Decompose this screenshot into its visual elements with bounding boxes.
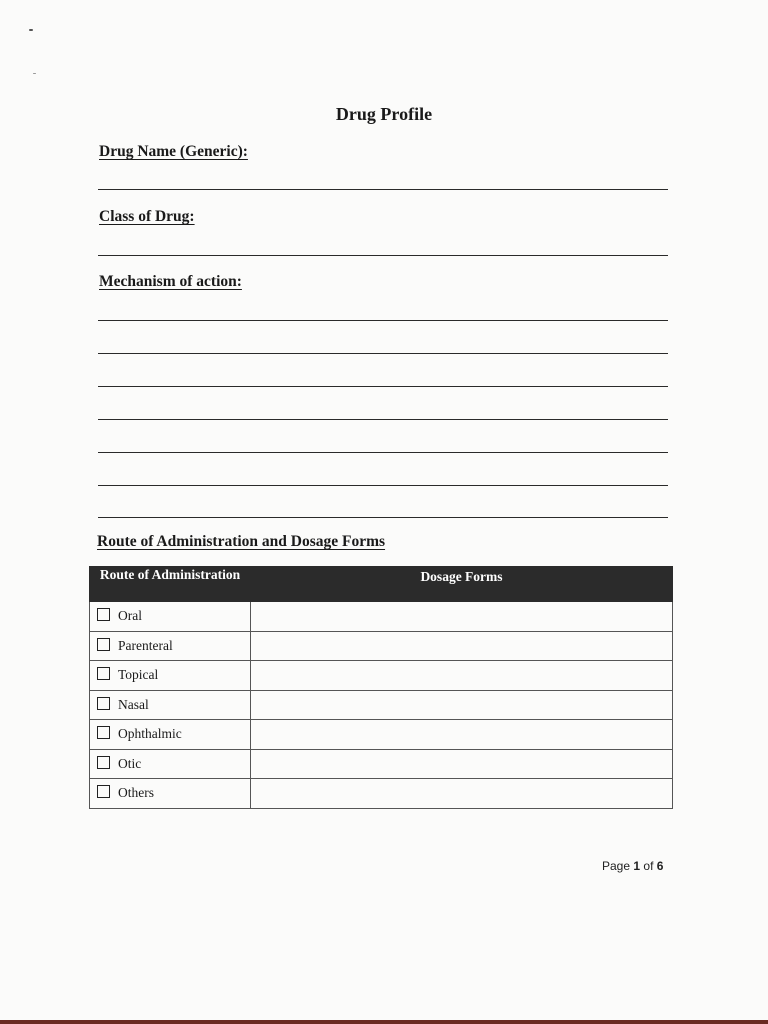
route-label: Others (118, 785, 154, 801)
dosage-column-header: Dosage Forms (251, 567, 673, 602)
dosage-form-cell[interactable] (251, 720, 673, 750)
route-cell (90, 631, 251, 661)
checkbox-nasal[interactable] (97, 697, 110, 710)
mechanism-line[interactable] (98, 419, 668, 420)
scan-speck (29, 29, 33, 31)
checkbox-otic[interactable] (97, 756, 110, 769)
table-header-row (90, 567, 673, 602)
drug-name-line[interactable] (98, 189, 668, 190)
scan-speck (33, 73, 36, 74)
scan-bottom-edge (0, 1020, 768, 1024)
route-label: Topical (118, 667, 159, 683)
drug-name-label: Drug Name (Generic): (99, 143, 248, 160)
dosage-form-cell[interactable] (251, 690, 673, 720)
route-column-header: Route of Administration (90, 567, 251, 602)
mechanism-line[interactable] (98, 452, 668, 453)
page-number (602, 859, 663, 873)
route-label: Oral (118, 608, 142, 624)
class-of-drug-line[interactable] (98, 255, 668, 256)
mechanism-line[interactable] (98, 320, 668, 321)
route-label: Nasal (118, 696, 149, 712)
mechanism-line[interactable] (98, 386, 668, 387)
table-row (90, 690, 673, 720)
dosage-form-cell[interactable] (251, 749, 673, 779)
route-cell (90, 749, 251, 779)
class-of-drug-label: Class of Drug: (99, 208, 195, 225)
dosage-form-cell[interactable] (251, 631, 673, 661)
table-row (90, 661, 673, 691)
table-row (90, 631, 673, 661)
document-title: Drug Profile (335, 104, 433, 124)
dosage-form-cell[interactable] (251, 602, 673, 632)
checkbox-topical[interactable] (97, 667, 110, 680)
page-current: 1 (633, 859, 641, 873)
page-separator: of (643, 859, 654, 873)
route-label: Ophthalmic (118, 726, 182, 742)
checkbox-ophthalmic[interactable] (97, 726, 110, 739)
route-dosage-table (89, 566, 673, 809)
page-prefix: Page (602, 859, 631, 873)
dosage-form-cell[interactable] (251, 779, 673, 809)
mechanism-label: Mechanism of action: (99, 273, 242, 290)
route-label: Otic (118, 755, 142, 771)
table-row (90, 749, 673, 779)
route-cell (90, 720, 251, 750)
route-cell (90, 661, 251, 691)
checkbox-others[interactable] (97, 785, 110, 798)
mechanism-line[interactable] (98, 485, 668, 486)
checkbox-parenteral[interactable] (97, 638, 110, 651)
route-section-heading: Route of Administration and Dosage Forms (97, 533, 386, 550)
route-cell (90, 690, 251, 720)
table-row (90, 602, 673, 632)
route-cell (90, 602, 251, 632)
table-row (90, 720, 673, 750)
mechanism-line[interactable] (98, 517, 668, 518)
route-label: Parenteral (118, 637, 173, 653)
route-cell (90, 779, 251, 809)
checkbox-oral[interactable] (97, 608, 110, 621)
table-row (90, 779, 673, 809)
mechanism-line[interactable] (98, 353, 668, 354)
dosage-form-cell[interactable] (251, 661, 673, 691)
page-total: 6 (656, 859, 664, 873)
